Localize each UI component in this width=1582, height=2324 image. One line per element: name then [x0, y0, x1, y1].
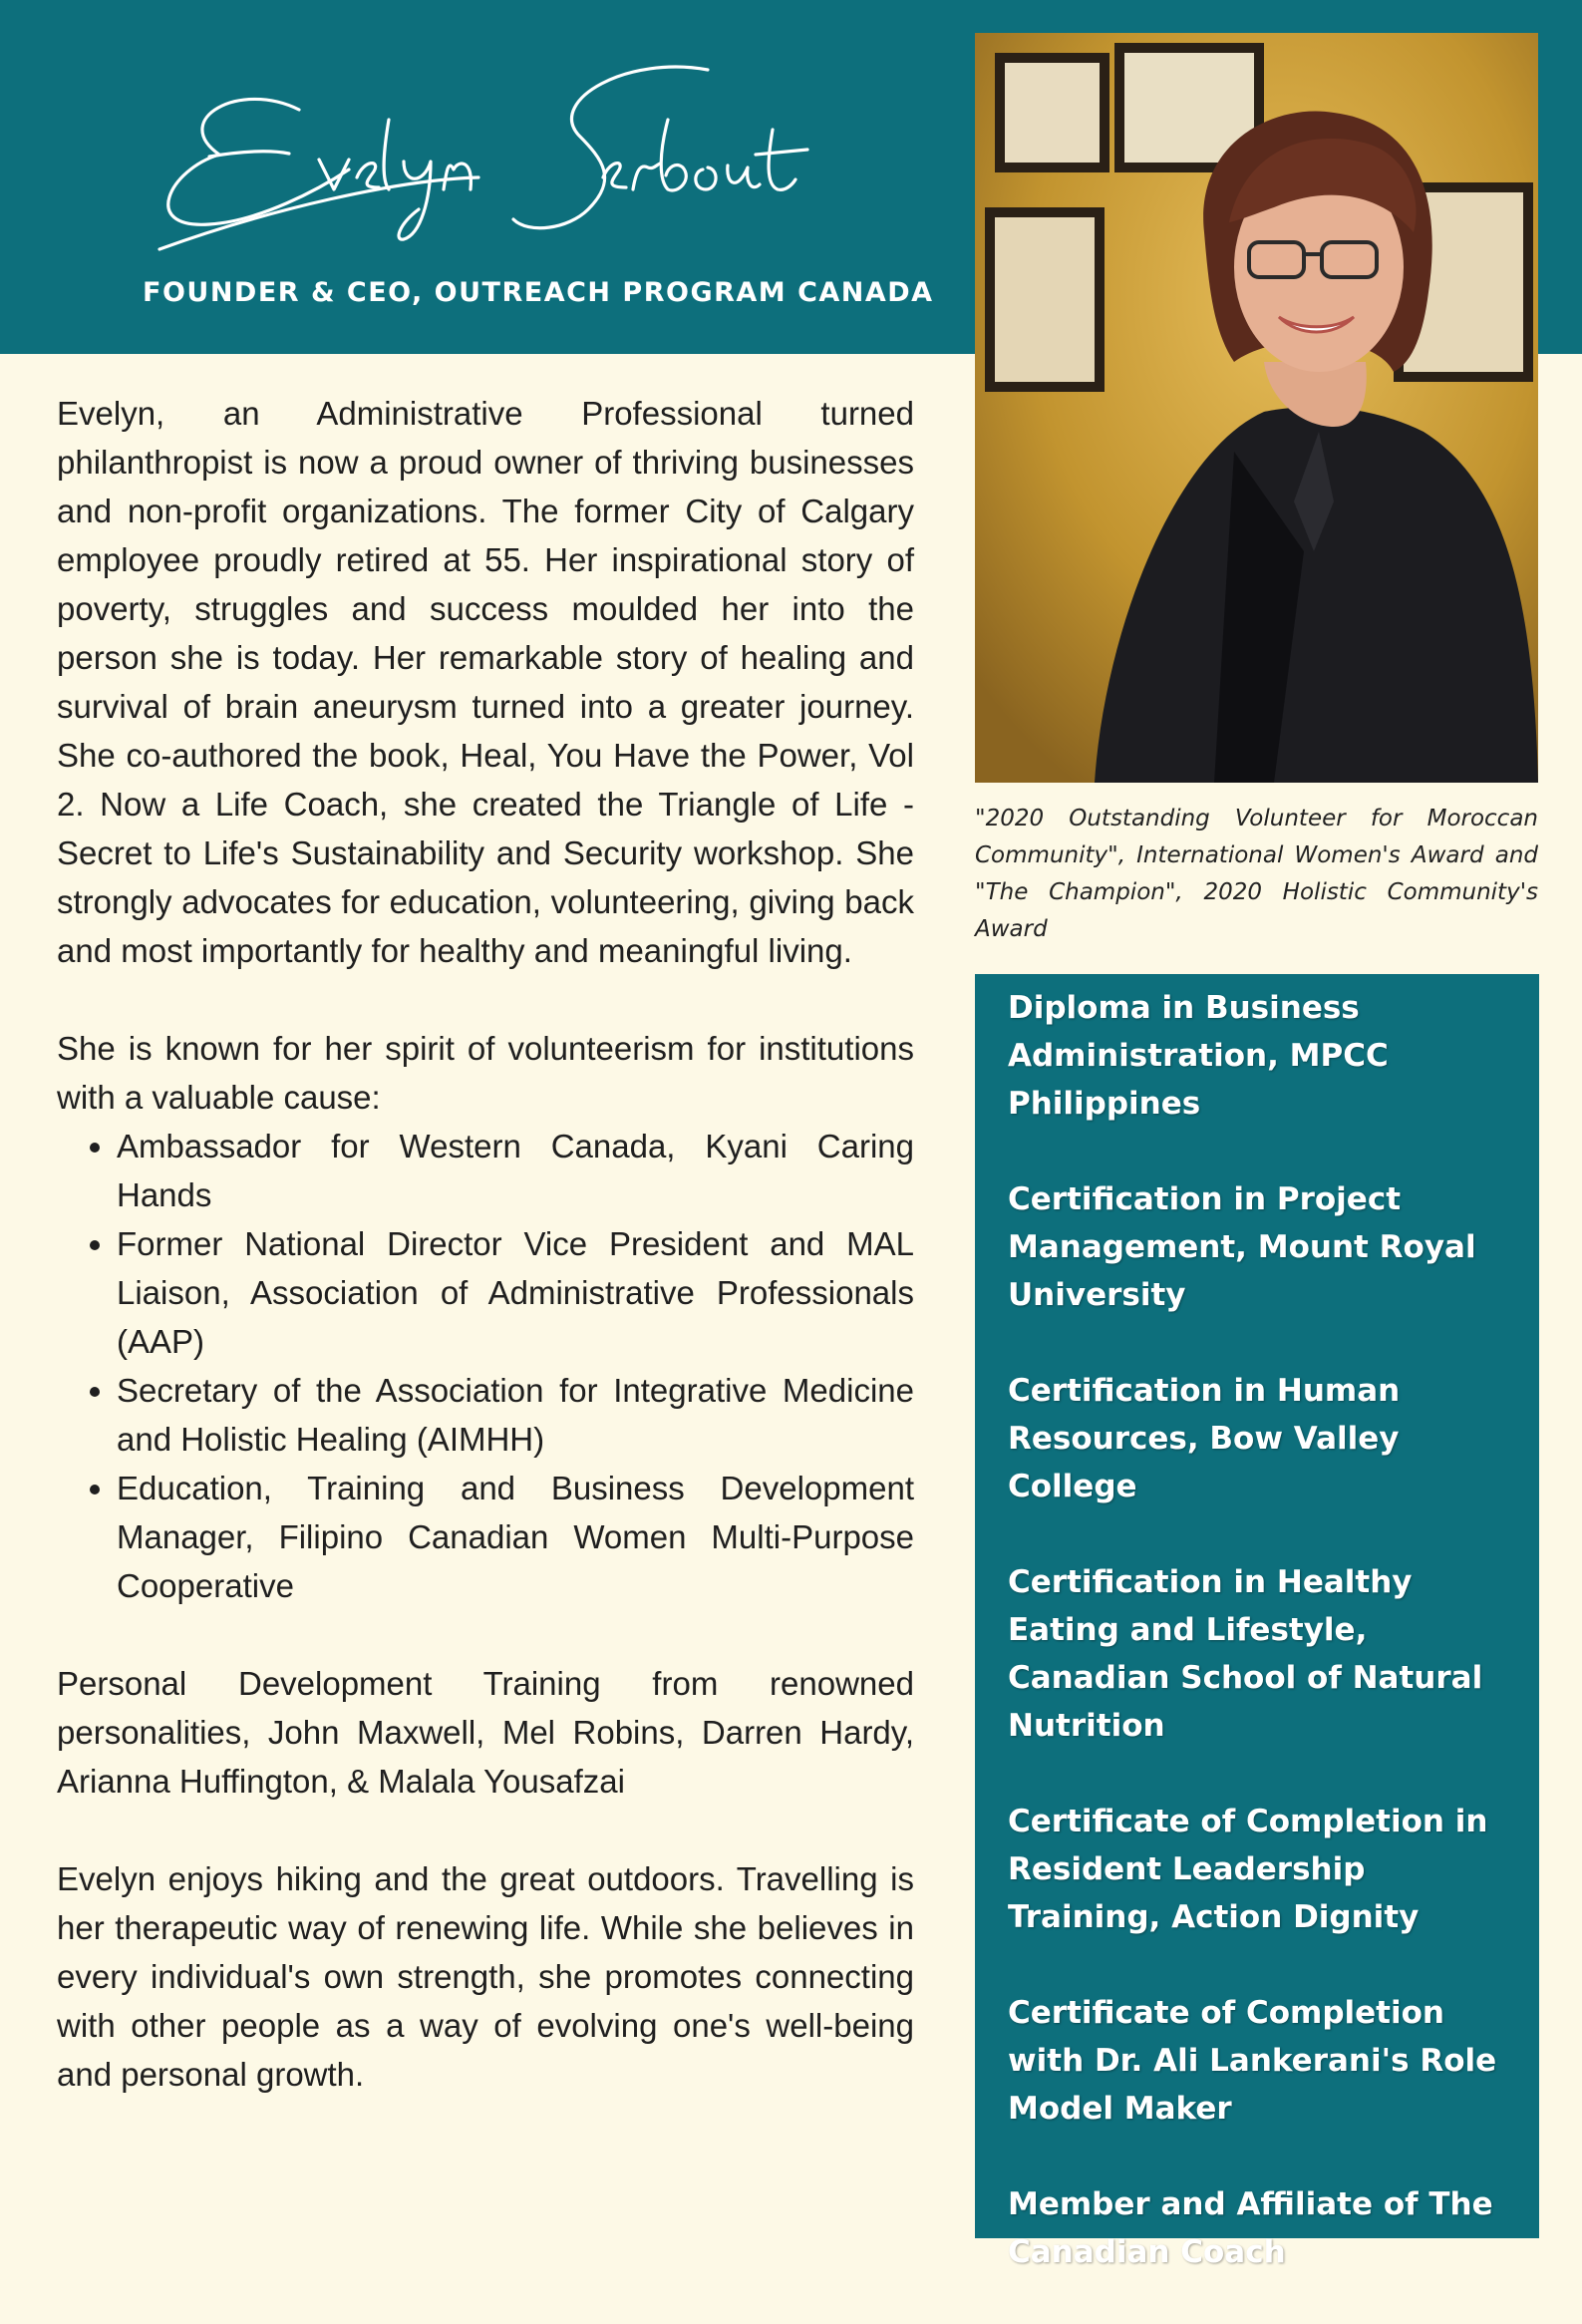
- subtitle: FOUNDER & CEO, OUTREACH PROGRAM CANADA: [143, 277, 934, 308]
- list-item: • Former National Director Vice President and MAL Liaison, Association of Administrative Professionals (AAP): [117, 1219, 914, 1366]
- award-caption: "2020 Outstanding Volunteer for Moroccan Community", International Women's Award and "The Champion", 2020 Holistic Community's Award: [975, 806, 1538, 942]
- bio-paragraph-1: Evelyn, an Administrative Professional turned philanthropist is now a proud owner of thriving businesses and non-profit organizations. The former City of Calgary employee proudly retired at 55. Her inspirational story of poverty, struggles and success moulded her into the person she is today. Her remarkable story of healing and survival of brain aneurysm turned into a greater journey. She co-authored the book, Heal, You Have the Power, Vol 2. Now a Life Coach, she created the Triangle of Life - Secret to Life's Sustainability and Security workshop. She strongly advocates for education, volunteering, giving back and most importantly for healthy and meaningful living.: [57, 395, 914, 969]
- credentials-panel: [975, 974, 1539, 2270]
- bio-paragraph-3: Personal Development Training from renowned personalities, John Maxwell, Mel Robins, Darren Hardy, Arianna Huffington, & Malala Yousafzai: [57, 1665, 914, 1800]
- portrait-photo: [975, 33, 1538, 783]
- list-item: • Ambassador for Western Canada, Kyani Caring Hands: [117, 1122, 914, 1219]
- credential-item: Certificate of Completion with Dr. Ali Lankerani's Role Model Maker: [1008, 1995, 1497, 2127]
- credential-item: Certification in Healthy Eating and Lifestyle, Canadian School of Natural Nutrition: [1008, 1564, 1483, 1744]
- bio-paragraph-2: She is known for her spirit of volunteerism for institutions with a valuable cause:: [57, 1030, 914, 1116]
- credentials-list: [1008, 984, 1526, 2324]
- volunteer-roles-list: [57, 1122, 914, 1610]
- credential-item: Member and Affiliate of The Canadian Coach: [1008, 2186, 1493, 2270]
- credential-item: Diploma in Business Administration, MPCC Philippines: [1008, 990, 1389, 1122]
- name-signature: [150, 60, 827, 259]
- credential-item: Certification in Project Management, Mount Royal University: [1008, 1181, 1476, 1313]
- bio-text: [57, 389, 914, 2148]
- list-item: • Secretary of the Association for Integrative Medicine and Holistic Healing (AIMHH): [117, 1366, 914, 1464]
- list-item: • Education, Training and Business Development Manager, Filipino Canadian Women Multi-Purpose Cooperative: [117, 1464, 914, 1610]
- bio-paragraph-4: Evelyn enjoys hiking and the great outdoors. Travelling is her therapeutic way of renewing life. While she believes in every individual's own strength, she promotes connecting with other people as a way of evolving one's well-being and personal growth.: [57, 1860, 914, 2093]
- credential-item: Certification in Human Resources, Bow Valley College: [1008, 1373, 1401, 1504]
- credential-item: Certificate of Completion in Resident Leadership Training, Action Dignity: [1008, 1804, 1488, 1935]
